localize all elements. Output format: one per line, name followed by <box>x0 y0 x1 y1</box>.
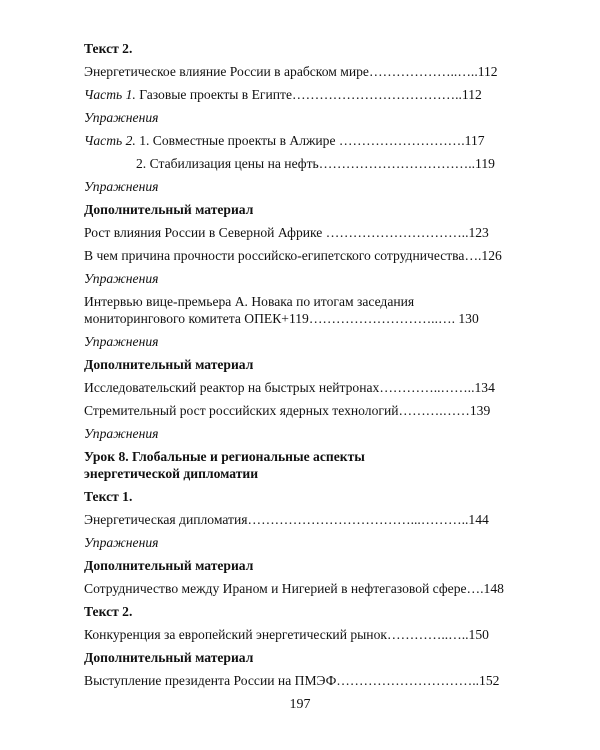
section-heading-additional: Дополнительный материал <box>84 357 254 372</box>
exercises-label: Упражнения <box>84 179 159 194</box>
exercises-label: Упражнения <box>84 426 159 441</box>
lesson-heading: Урок 8. Глобальные и региональные аспекты <box>84 449 365 464</box>
toc-entry-text: Газовые проекты в Египте………………………………..112 <box>135 87 482 102</box>
toc-entry <box>84 132 504 149</box>
toc-entry: Энергетическая дипломатия………………………………...………..144 <box>84 512 489 527</box>
section-heading-additional: Дополнительный материал <box>84 558 254 573</box>
part-label: Часть 1. <box>84 87 136 102</box>
toc-entry <box>84 86 504 103</box>
section-heading-additional: Дополнительный материал <box>84 202 254 217</box>
toc-entry: В чем причина прочности российско-египетского сотрудничества….126 <box>84 248 502 263</box>
exercises-label: Упражнения <box>84 271 159 286</box>
lesson-heading: энергетической дипломатии <box>84 466 259 481</box>
exercises-label: Упражнения <box>84 334 159 349</box>
page-number: 197 <box>289 697 311 712</box>
table-of-contents <box>84 40 504 695</box>
toc-entry: Стремительный рост российских ядерных технологий……….……139 <box>84 403 491 418</box>
toc-entry: Сотрудничество между Ираном и Нигерией в нефтегазовой сфере….148 <box>84 581 504 596</box>
section-heading-additional: Дополнительный материал <box>84 650 254 665</box>
part-label: Часть 2. <box>84 133 136 148</box>
toc-entry: 2. Стабилизация цены на нефть……………………………..119 <box>136 156 495 171</box>
toc-entry: Рост влияния России в Северной Африке …………………………..123 <box>84 225 489 240</box>
toc-entry: Выступление президента России на ПМЭФ…………………………..152 <box>84 673 500 688</box>
section-heading-text-2: Текст 2. <box>84 41 133 56</box>
toc-entry: Интервью вице-премьера А. Новака по итогам заседания <box>84 294 415 309</box>
exercises-label: Упражнения <box>84 110 159 125</box>
toc-entry-text: 1. Совместные проекты в Алжире ……………………….117 <box>135 133 485 148</box>
section-heading-text-1: Текст 1. <box>84 489 133 504</box>
toc-entry: Энергетическое влияние России в арабском мире………………..…..112 <box>84 64 498 79</box>
toc-entry: мониторингового комитета ОПЕК+119………………………..…. 130 <box>84 311 479 326</box>
toc-entry: Исследовательский реактор на быстрых нейтронах…………..……..134 <box>84 380 495 395</box>
section-heading-text-2: Текст 2. <box>84 604 133 619</box>
exercises-label: Упражнения <box>84 535 159 550</box>
toc-entry: Конкуренция за европейский энергетический рынок…………..…..150 <box>84 627 489 642</box>
